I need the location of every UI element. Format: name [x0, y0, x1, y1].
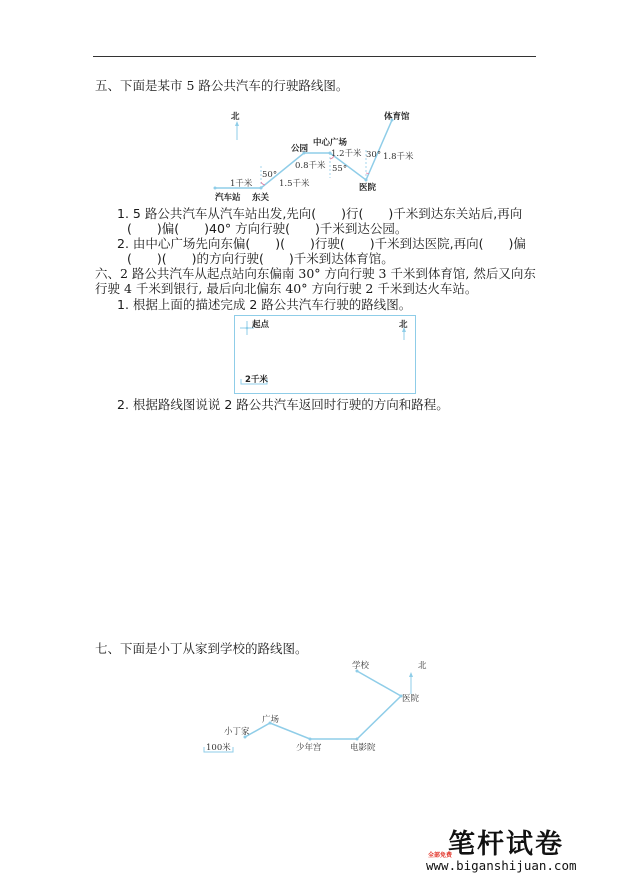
section5-q2-line2: ( )( )的方向行驶( )千米到达体育馆。	[127, 251, 394, 266]
header-rule	[93, 56, 536, 57]
place-hospital: 医院	[402, 694, 420, 704]
section7-north: 北	[418, 661, 427, 671]
place-cinema: 电影院	[350, 743, 376, 753]
stop-stadium: 体育馆	[384, 112, 410, 122]
scale-100m: 100米	[206, 743, 231, 753]
brand-url[interactable]: www.biganshijuan.com	[426, 858, 577, 873]
section6-title-line1: 六、2 路公共汽车从起点站向东偏南 30° 方向行驶 3 千米到体育馆, 然后又向东	[95, 266, 536, 281]
stop-dongguan: 东关	[252, 193, 270, 203]
place-home: 小丁家	[224, 727, 250, 737]
dist-1-2km: 1.2千米	[331, 149, 362, 159]
stop-hospital: 医院	[359, 183, 377, 193]
dist-1km: 1千米	[230, 179, 253, 189]
brand-logo: 笔杆试卷	[448, 829, 564, 860]
angle-55: 55°	[332, 164, 348, 174]
section6-q2: 2. 根据路线图说说 2 路公共汽车返回时行驶的方向和路程。	[117, 397, 449, 412]
dist-0-8km: 0.8千米	[295, 161, 326, 171]
section5-q1-line2: ( )偏( )40° 方向行驶( )千米到达公园。	[127, 221, 408, 236]
section6-title-line2: 行驶 4 千米到银行, 最后向北偏东 40° 方向行驶 2 千米到达火车站。	[95, 281, 478, 296]
dist-1-8km: 1.8千米	[383, 152, 414, 162]
box-scale-label: 2千米	[245, 375, 268, 385]
section5-q2-line1: 2. 由中心广场先向东偏( )( )行驶( )千米到达医院,再向( )偏	[117, 236, 526, 251]
angle-30: 30°	[366, 150, 382, 160]
angle-50: 50°	[262, 170, 278, 180]
answer-area[interactable]	[117, 415, 537, 630]
start-label: 起点	[252, 320, 270, 330]
stop-bus-station: 汽车站	[215, 193, 241, 203]
section5-q1-line1: 1. 5 路公共汽车从汽车站出发,先向( )行( )千米到达东关站后,再向	[117, 206, 523, 221]
dist-1-5km: 1.5千米	[279, 179, 310, 189]
north-label: 北	[231, 112, 240, 122]
stop-central-square: 中心广场	[313, 138, 348, 148]
section5-title: 五、下面是某市 5 路公共汽车的行驶路线图。	[95, 78, 349, 93]
place-school: 学校	[352, 661, 370, 671]
place-youth-palace: 少年宫	[296, 743, 322, 753]
stop-park: 公园	[291, 144, 309, 154]
brand-tag: 全部免费	[428, 852, 453, 859]
section6-q1: 1. 根据上面的描述完成 2 路公共汽车行驶的路线图。	[117, 297, 412, 312]
section7-title: 七、下面是小丁从家到学校的路线图。	[95, 641, 308, 656]
place-square: 广场	[262, 715, 280, 725]
box-north-label: 北	[399, 320, 408, 330]
